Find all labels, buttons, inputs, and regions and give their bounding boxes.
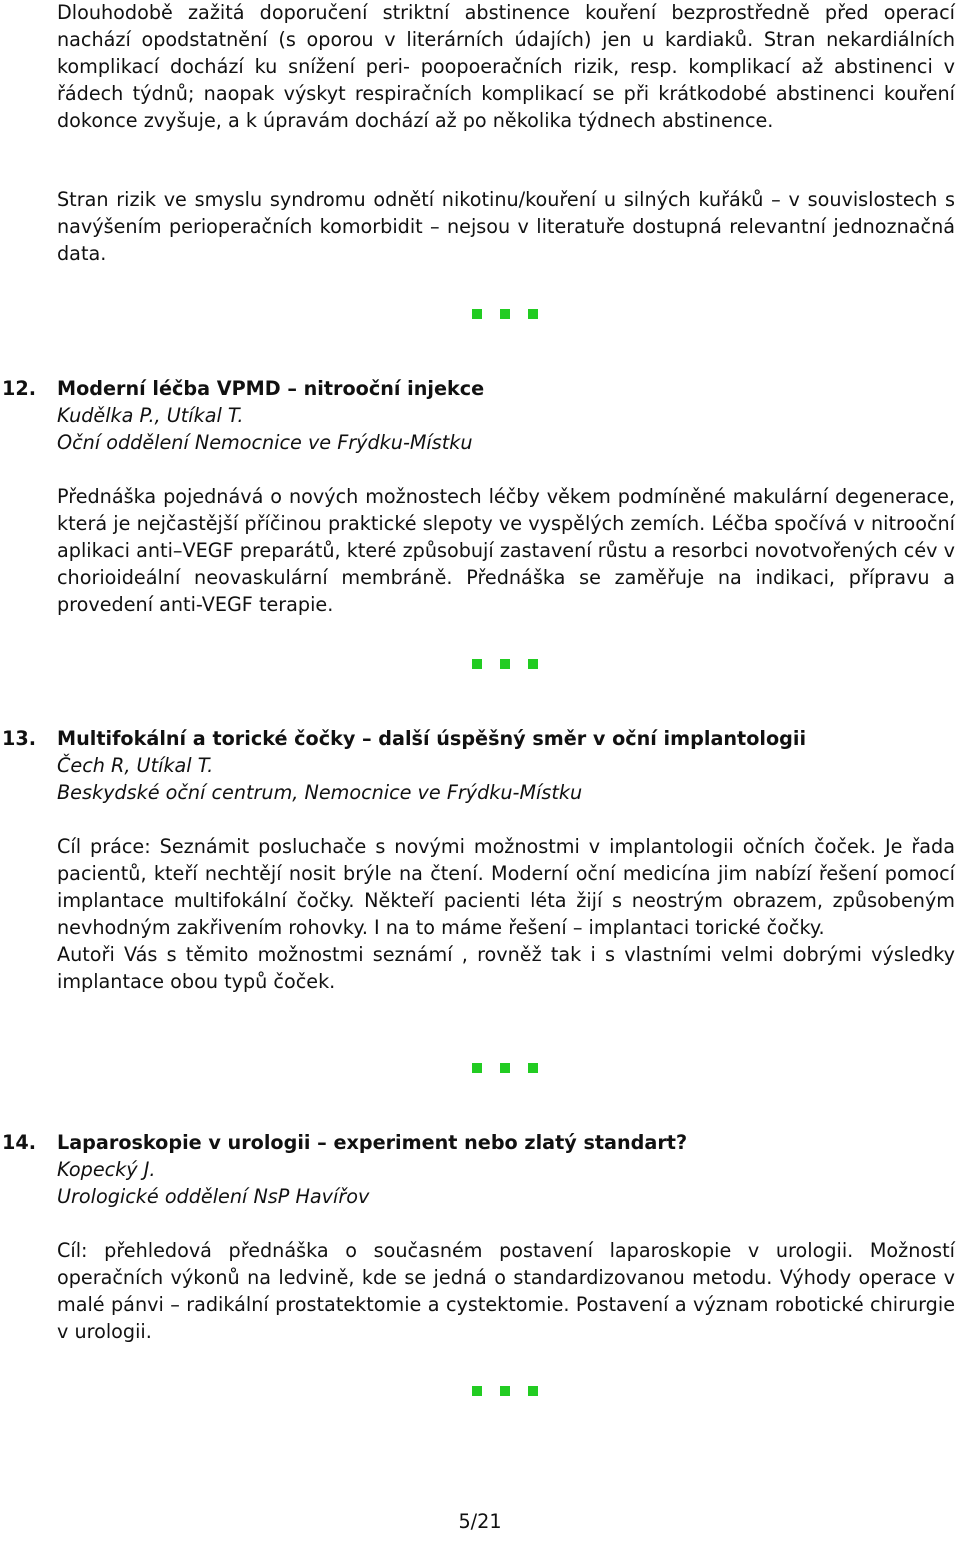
separator-square-icon <box>528 659 538 669</box>
intro-paragraph-2: Stran rizik ve smyslu syndromu odnětí nikotinu/kouření u silných kuřáků – v souvislostech s navýšením perioperačních komorbidit – nejsou v literatuře dostupná relevantní jednoznačná data. <box>57 188 955 265</box>
document-page <box>2 0 955 1547</box>
separator-square-icon <box>472 1386 482 1396</box>
separator-square-icon <box>472 309 482 319</box>
section-title: Laparoskopie v urologii – experiment nebo zlatý standart? <box>57 1131 688 1154</box>
separator-square-icon <box>500 309 510 319</box>
section-body: Cíl: přehledová přednáška o současném postavení laparoskopie v urologii. Možností operačních výkonů na ledvině, kde se jedná o standardizovanou metodu. Výhody operace v malé pánvi – radikální prostatektomie a cystektomie. Postavení a význam robotické chirurgie v urologii. <box>57 1239 955 1343</box>
section-authors: Kudělka P., Utíkal T. <box>57 404 244 427</box>
section-separator <box>472 1386 542 1398</box>
abstract-section-14 <box>2 1129 955 1345</box>
section-number: 12. <box>2 377 36 400</box>
section-title: Multifokální a torické čočky – další úspěšný směr v oční implantologii <box>57 727 807 750</box>
abstract-section-13 <box>2 725 955 995</box>
abstract-section-12 <box>2 375 955 618</box>
section-number: 14. <box>2 1131 36 1154</box>
section-body: Přednáška pojednává o nových možnostech léčby věkem podmíněné makulární degenerace, která je nejčastější příčinou praktické slepoty ve vyspělých zemích. Léčba spočívá v nitrooční aplikaci anti–VEGF preparátů, které způsobují zastavení růstu a resorbci novotvořených cév v chorioideální neovaskulární membráně. Přednáška se zaměřuje na indikaci, přípravu a provedení anti-VEGF terapie. <box>57 485 955 616</box>
separator-square-icon <box>472 659 482 669</box>
section-body-continued: Autoři Vás s těmito možnostmi seznámí , rovněž tak i s vlastními velmi dobrými výsledky implantace obou typů čoček. <box>57 943 955 993</box>
page-number: 5/21 <box>458 1510 502 1533</box>
separator-square-icon <box>500 659 510 669</box>
section-authors: Kopecký J. <box>57 1158 156 1181</box>
section-title: Moderní léčba VPMD – nitrooční injekce <box>57 377 485 400</box>
separator-square-icon <box>472 1063 482 1073</box>
separator-square-icon <box>500 1386 510 1396</box>
section-separator <box>472 659 542 671</box>
section-institution: Urologické oddělení NsP Havířov <box>57 1185 370 1208</box>
section-institution: Oční oddělení Nemocnice ve Frýdku-Místku <box>57 431 473 454</box>
section-authors: Čech R, Utíkal T. <box>57 754 214 777</box>
section-number: 13. <box>2 727 36 750</box>
section-institution: Beskydské oční centrum, Nemocnice ve Frýdku-Místku <box>57 781 583 804</box>
section-separator <box>472 309 542 321</box>
separator-square-icon <box>528 1063 538 1073</box>
separator-square-icon <box>528 309 538 319</box>
section-body: Cíl práce: Seznámit posluchače s novými možnostmi v implantologii očních čoček. Je řada pacientů, kteří nechtějí nosit brýle na čtení. Moderní oční medicína jim nabízí řešení pomocí implantace multifokální čočky. Někteří pacienti léta žijí s neostrým obrazem, způsobeným nevhodným zakřivením rohovky. I na to máme řešení – implantaci torické čočky. <box>57 835 955 939</box>
separator-square-icon <box>528 1386 538 1396</box>
separator-square-icon <box>500 1063 510 1073</box>
intro-paragraph-1: Dlouhodobě zažitá doporučení striktní abstinence kouření bezprostředně před operací nachází opodstatnění (s oporou v literárních údajích) jen u kardiaků. Stran nekardiálních komplikací dochází ku snížení peri- poopoeračních rizik, resp. komplikací až abstinenci v řádech týdnů; naopak výskyt respiračních komplikací se při krátkodobé abstinenci kouření dokonce zvyšuje, a k úpravám dochází až po několika týdnech abstinence. <box>57 1 955 132</box>
section-separator <box>472 1063 542 1075</box>
